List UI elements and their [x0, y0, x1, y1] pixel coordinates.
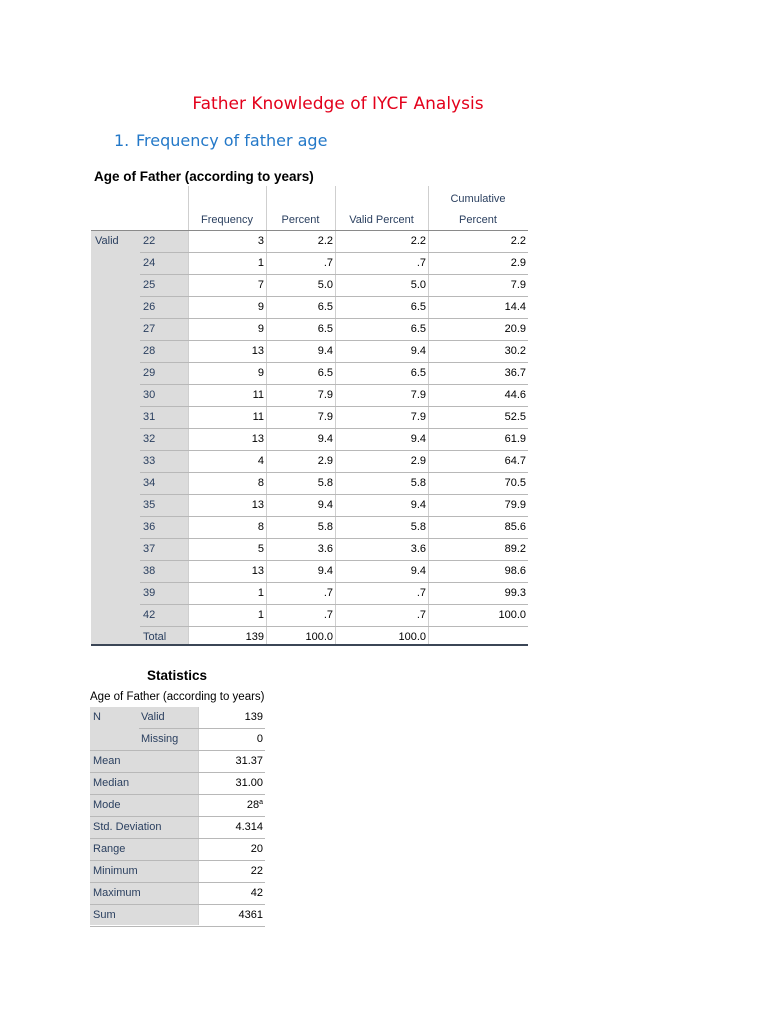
cell-frequency: 4 — [257, 455, 264, 467]
cell-cumulative: 14.4 — [504, 301, 526, 313]
row-label: 25 — [143, 279, 156, 291]
header-percent: Percent — [281, 214, 320, 226]
cell-cumulative: 85.6 — [504, 521, 526, 533]
cell-percent: 5.8 — [317, 521, 333, 533]
cell-valid-percent: 6.5 — [410, 301, 426, 313]
cell-cumulative: 100.0 — [498, 609, 526, 621]
table-row — [91, 385, 528, 407]
row-label: 31 — [143, 411, 156, 423]
table-row — [91, 473, 528, 495]
frequency-table — [91, 186, 528, 647]
table-bottom-border — [91, 644, 528, 646]
row-label: Total — [143, 631, 167, 643]
cell-valid-percent: 2.2 — [410, 235, 426, 247]
row-label: 28 — [143, 345, 156, 357]
cell-percent: 9.4 — [317, 433, 333, 445]
statistics-row — [90, 795, 265, 817]
row-label: 24 — [143, 257, 156, 269]
cell-frequency: 9 — [257, 323, 264, 335]
statistic-value-text: 22 — [250, 865, 263, 877]
cell-percent: 100.0 — [305, 631, 333, 643]
cell-frequency: 7 — [257, 279, 264, 291]
cell-cumulative: 20.9 — [504, 323, 526, 335]
cell-cumulative: 70.5 — [504, 477, 526, 489]
statistic-value-text: 20 — [250, 843, 263, 855]
table-row — [91, 517, 528, 539]
statistic-label: Mode — [93, 799, 121, 811]
statistics-row — [90, 861, 265, 883]
row-label: 34 — [143, 477, 156, 489]
cell-frequency: 9 — [257, 301, 264, 313]
cell-valid-percent: .7 — [416, 587, 426, 599]
statistics-row — [90, 707, 265, 729]
row-label: 42 — [143, 609, 156, 621]
section-number: 1. — [114, 131, 130, 150]
cell-percent: .7 — [323, 609, 333, 621]
table-row — [91, 407, 528, 429]
row-label: 37 — [143, 543, 156, 555]
table-row — [91, 253, 528, 275]
statistic-label: Median — [93, 777, 130, 789]
cell-valid-percent: .7 — [416, 609, 426, 621]
statistic-value — [247, 799, 263, 811]
cell-percent: 2.9 — [317, 455, 333, 467]
cell-frequency: 3 — [257, 235, 264, 247]
cell-percent: 6.5 — [317, 367, 333, 379]
statistic-label: N — [93, 711, 101, 723]
table-row — [91, 319, 528, 341]
cell-valid-percent: 5.0 — [410, 279, 426, 291]
statistic-label: Maximum — [93, 887, 141, 899]
statistics-row — [90, 773, 265, 795]
statistics-row — [90, 817, 265, 839]
cell-cumulative: 2.9 — [510, 257, 526, 269]
cell-cumulative: 44.6 — [504, 389, 526, 401]
cell-valid-percent: 9.4 — [410, 499, 426, 511]
cell-valid-percent: 5.8 — [410, 521, 426, 533]
cell-frequency: 1 — [257, 587, 264, 599]
cell-valid-percent: 2.9 — [410, 455, 426, 467]
cell-frequency: 5 — [257, 543, 264, 555]
statistic-value-text: 139 — [244, 711, 263, 723]
statistic-label: Std. Deviation — [93, 821, 162, 833]
cell-cumulative: 30.2 — [504, 345, 526, 357]
cell-frequency: 13 — [251, 565, 264, 577]
statistics-row — [90, 839, 265, 861]
header-cumulative-percent-line1: Cumulative — [450, 193, 506, 205]
cell-cumulative: 2.2 — [510, 235, 526, 247]
statistics-row — [90, 751, 265, 773]
table-row — [91, 231, 528, 253]
cell-valid-percent: 7.9 — [410, 411, 426, 423]
section-heading — [114, 131, 327, 150]
cell-percent: 9.4 — [317, 565, 333, 577]
cell-valid-percent: 7.9 — [410, 389, 426, 401]
statistic-value-text: 31.00 — [235, 777, 263, 789]
table-row — [91, 363, 528, 385]
statistic-label: Range — [93, 843, 126, 855]
cell-valid-percent: 9.4 — [410, 345, 426, 357]
table-row — [91, 539, 528, 561]
section-title: Frequency of father age — [136, 131, 328, 150]
header-valid-percent: Valid Percent — [349, 214, 414, 226]
statistics-row — [90, 905, 265, 927]
cell-frequency: 11 — [252, 389, 264, 401]
statistic-value-text: 42 — [250, 887, 263, 899]
cell-valid-percent: 100.0 — [398, 631, 426, 643]
statistic-label: Mean — [93, 755, 121, 767]
cell-cumulative: 89.2 — [504, 543, 526, 555]
header-frequency: Frequency — [201, 214, 253, 226]
cell-valid-percent: 3.6 — [410, 543, 426, 555]
frequency-table-caption: Age of Father (according to years) — [94, 169, 314, 184]
statistic-value — [235, 755, 263, 767]
footnote-marker: a — [259, 799, 263, 806]
cell-cumulative: 79.9 — [504, 499, 526, 511]
table-row — [91, 605, 528, 627]
document-title: Father Knowledge of IYCF Analysis — [192, 94, 484, 114]
cell-cumulative: 61.9 — [504, 433, 526, 445]
cell-percent: .7 — [323, 257, 333, 269]
statistics-table — [90, 707, 265, 925]
table-row — [91, 561, 528, 583]
statistic-value-text: 31.37 — [235, 755, 263, 767]
cell-percent: 6.5 — [317, 323, 333, 335]
statistics-caption: Statistics — [147, 668, 208, 683]
statistic-value — [251, 843, 263, 855]
cell-frequency: 8 — [257, 477, 264, 489]
cell-percent: 6.5 — [317, 301, 333, 313]
statistic-value-text: 4361 — [238, 909, 263, 921]
cell-cumulative: 36.7 — [504, 367, 526, 379]
table-row — [91, 275, 528, 297]
statistic-value — [257, 733, 263, 745]
header-cumulative-percent-line2: Percent — [459, 214, 497, 226]
table-row — [91, 451, 528, 473]
statistic-value-text: 0 — [256, 733, 263, 745]
row-label: 39 — [143, 587, 156, 599]
cell-percent: 3.6 — [317, 543, 333, 555]
statistics-row — [90, 883, 265, 905]
cell-frequency: 139 — [245, 631, 264, 643]
cell-valid-percent: 9.4 — [410, 565, 426, 577]
table-row — [91, 297, 528, 319]
row-label: 22 — [143, 235, 156, 247]
cell-valid-percent: 6.5 — [410, 323, 426, 335]
statistics-variable-name: Age of Father (according to years) — [90, 691, 265, 703]
cell-percent: 9.4 — [317, 345, 333, 357]
cell-frequency: 11 — [252, 411, 264, 423]
statistic-sublabel: Valid — [141, 711, 165, 723]
cell-percent: 5.8 — [317, 477, 333, 489]
cell-cumulative: 98.6 — [504, 565, 526, 577]
cell-valid-percent: 5.8 — [410, 477, 426, 489]
cell-frequency: 13 — [251, 433, 264, 445]
table-row — [91, 495, 528, 517]
statistic-value — [239, 909, 263, 921]
cell-valid-percent: .7 — [416, 257, 426, 269]
cell-cumulative: 52.5 — [504, 411, 526, 423]
cell-frequency: 13 — [251, 345, 264, 357]
row-divider — [90, 926, 265, 927]
statistic-value-text: 4.314 — [235, 821, 263, 833]
statistic-value — [245, 711, 263, 723]
statistic-value — [235, 821, 263, 833]
statistic-sublabel: Missing — [141, 733, 179, 745]
statistic-value — [235, 777, 263, 789]
cell-frequency: 1 — [257, 257, 264, 269]
cell-frequency: 13 — [251, 499, 264, 511]
table-row — [91, 341, 528, 363]
statistics-row — [90, 729, 265, 751]
row-label: 33 — [143, 455, 156, 467]
row-label: 38 — [143, 565, 156, 577]
cell-percent: 5.0 — [317, 279, 333, 291]
statistic-label: Sum — [93, 909, 116, 921]
cell-frequency: 9 — [257, 367, 264, 379]
cell-percent: .7 — [323, 587, 333, 599]
row-label: 26 — [143, 301, 156, 313]
cell-cumulative: 99.3 — [504, 587, 526, 599]
statistic-value — [251, 865, 263, 877]
cell-percent: 9.4 — [317, 499, 333, 511]
row-label: 36 — [143, 521, 156, 533]
cell-valid-percent: 6.5 — [410, 367, 426, 379]
cell-valid-percent: 9.4 — [410, 433, 426, 445]
statistic-value — [251, 887, 263, 899]
statistic-label: Minimum — [93, 865, 138, 877]
cell-cumulative: 7.9 — [510, 279, 526, 291]
table-row — [91, 429, 528, 451]
cell-percent: 2.2 — [317, 235, 333, 247]
cell-frequency: 1 — [257, 609, 264, 621]
row-label: 35 — [143, 499, 156, 511]
group-label-valid: Valid — [95, 235, 119, 247]
cell-percent: 7.9 — [317, 411, 333, 423]
row-label: 32 — [143, 433, 156, 445]
table-row — [91, 583, 528, 605]
row-label: 29 — [143, 367, 156, 379]
cell-percent: 7.9 — [317, 389, 333, 401]
cell-cumulative: 64.7 — [504, 455, 526, 467]
cell-frequency: 8 — [257, 521, 264, 533]
statistic-value-text: 28 — [246, 799, 260, 811]
row-label: 30 — [143, 389, 156, 401]
row-label: 27 — [143, 323, 156, 335]
